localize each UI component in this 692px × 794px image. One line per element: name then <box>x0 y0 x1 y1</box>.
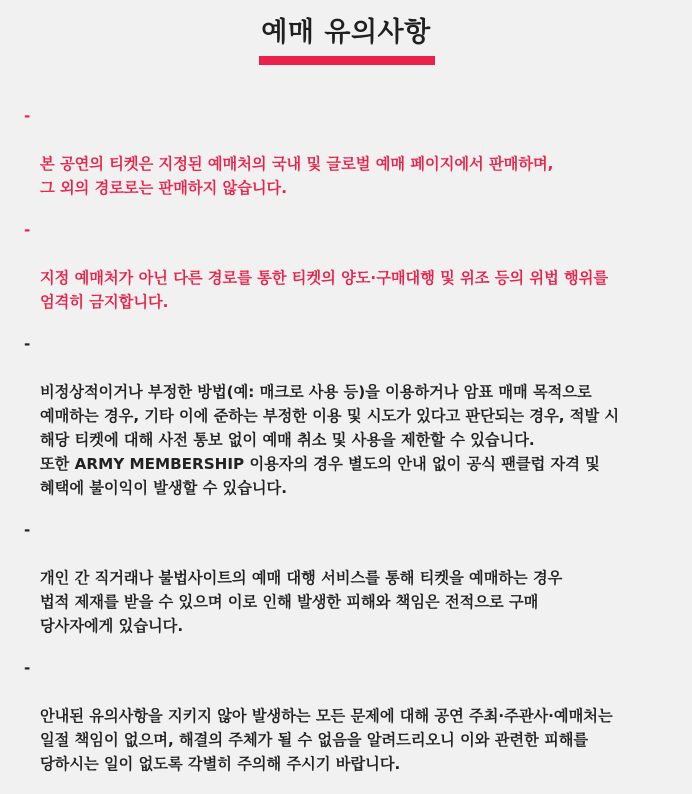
bullet-dash: - <box>24 335 31 353</box>
notice-item-text: 지정 예매처가 아닌 다른 경로를 통한 티켓의 양도·구매대행 및 위조 등의 위법 행위를 엄격히 금지합니다. <box>40 269 609 311</box>
notice-item-text: 본 공연의 티켓은 지정된 예매처의 국내 및 글로벌 예매 페이지에서 판매하며, 그 외의 경로로는 판매하지 않습니다. <box>40 155 554 197</box>
notice-item <box>24 656 684 776</box>
notice-item <box>24 218 684 314</box>
page-title: 예매 유의사항 <box>261 17 431 48</box>
notice-item <box>24 104 684 200</box>
notice-list <box>24 104 684 794</box>
bullet-dash: - <box>24 659 31 677</box>
bullet-dash: - <box>24 107 31 125</box>
notice-item-text: 비정상적이거나 부정한 방법(예: 매크로 사용 등)을 이용하거나 암표 매매 목적으로 예매하는 경우, 기타 이에 준하는 부정한 이용 및 시도가 있다고 판단되는 경우, 적발 시 해당 티켓에 대해 사전 통보 없이 예매 취소 및 사용을 제한할 수 있습니다. 또한 ARMY MEMBERSHIP 이용자의 경우 별도의 안내 없이 공식 팬클럽 자격 및 혜택에 불이익이 발생할 수 있습니다. <box>40 383 620 497</box>
notice-item <box>24 518 684 638</box>
title-underline <box>259 56 435 65</box>
bullet-dash: - <box>24 521 31 539</box>
notice-item-text: 안내된 유의사항을 지키지 않아 발생하는 모든 문제에 대해 공연 주최·주관사·예매처는 일절 책임이 없으며, 해결의 주체가 될 수 없음을 알려드리오니 이와 관련한 피해를 당하시는 일이 없도록 각별히 주의해 주시기 바랍니다. <box>40 707 613 773</box>
bullet-dash: - <box>24 221 31 239</box>
notice-item <box>24 332 684 500</box>
notice-item-text: 개인 간 직거래나 불법사이트의 예매 대행 서비스를 통해 티켓을 예매하는 경우 법적 제재를 받을 수 있으며 이로 인해 발생한 피해와 책임은 전적으로 구매 당사자에게 있습니다. <box>40 569 563 635</box>
